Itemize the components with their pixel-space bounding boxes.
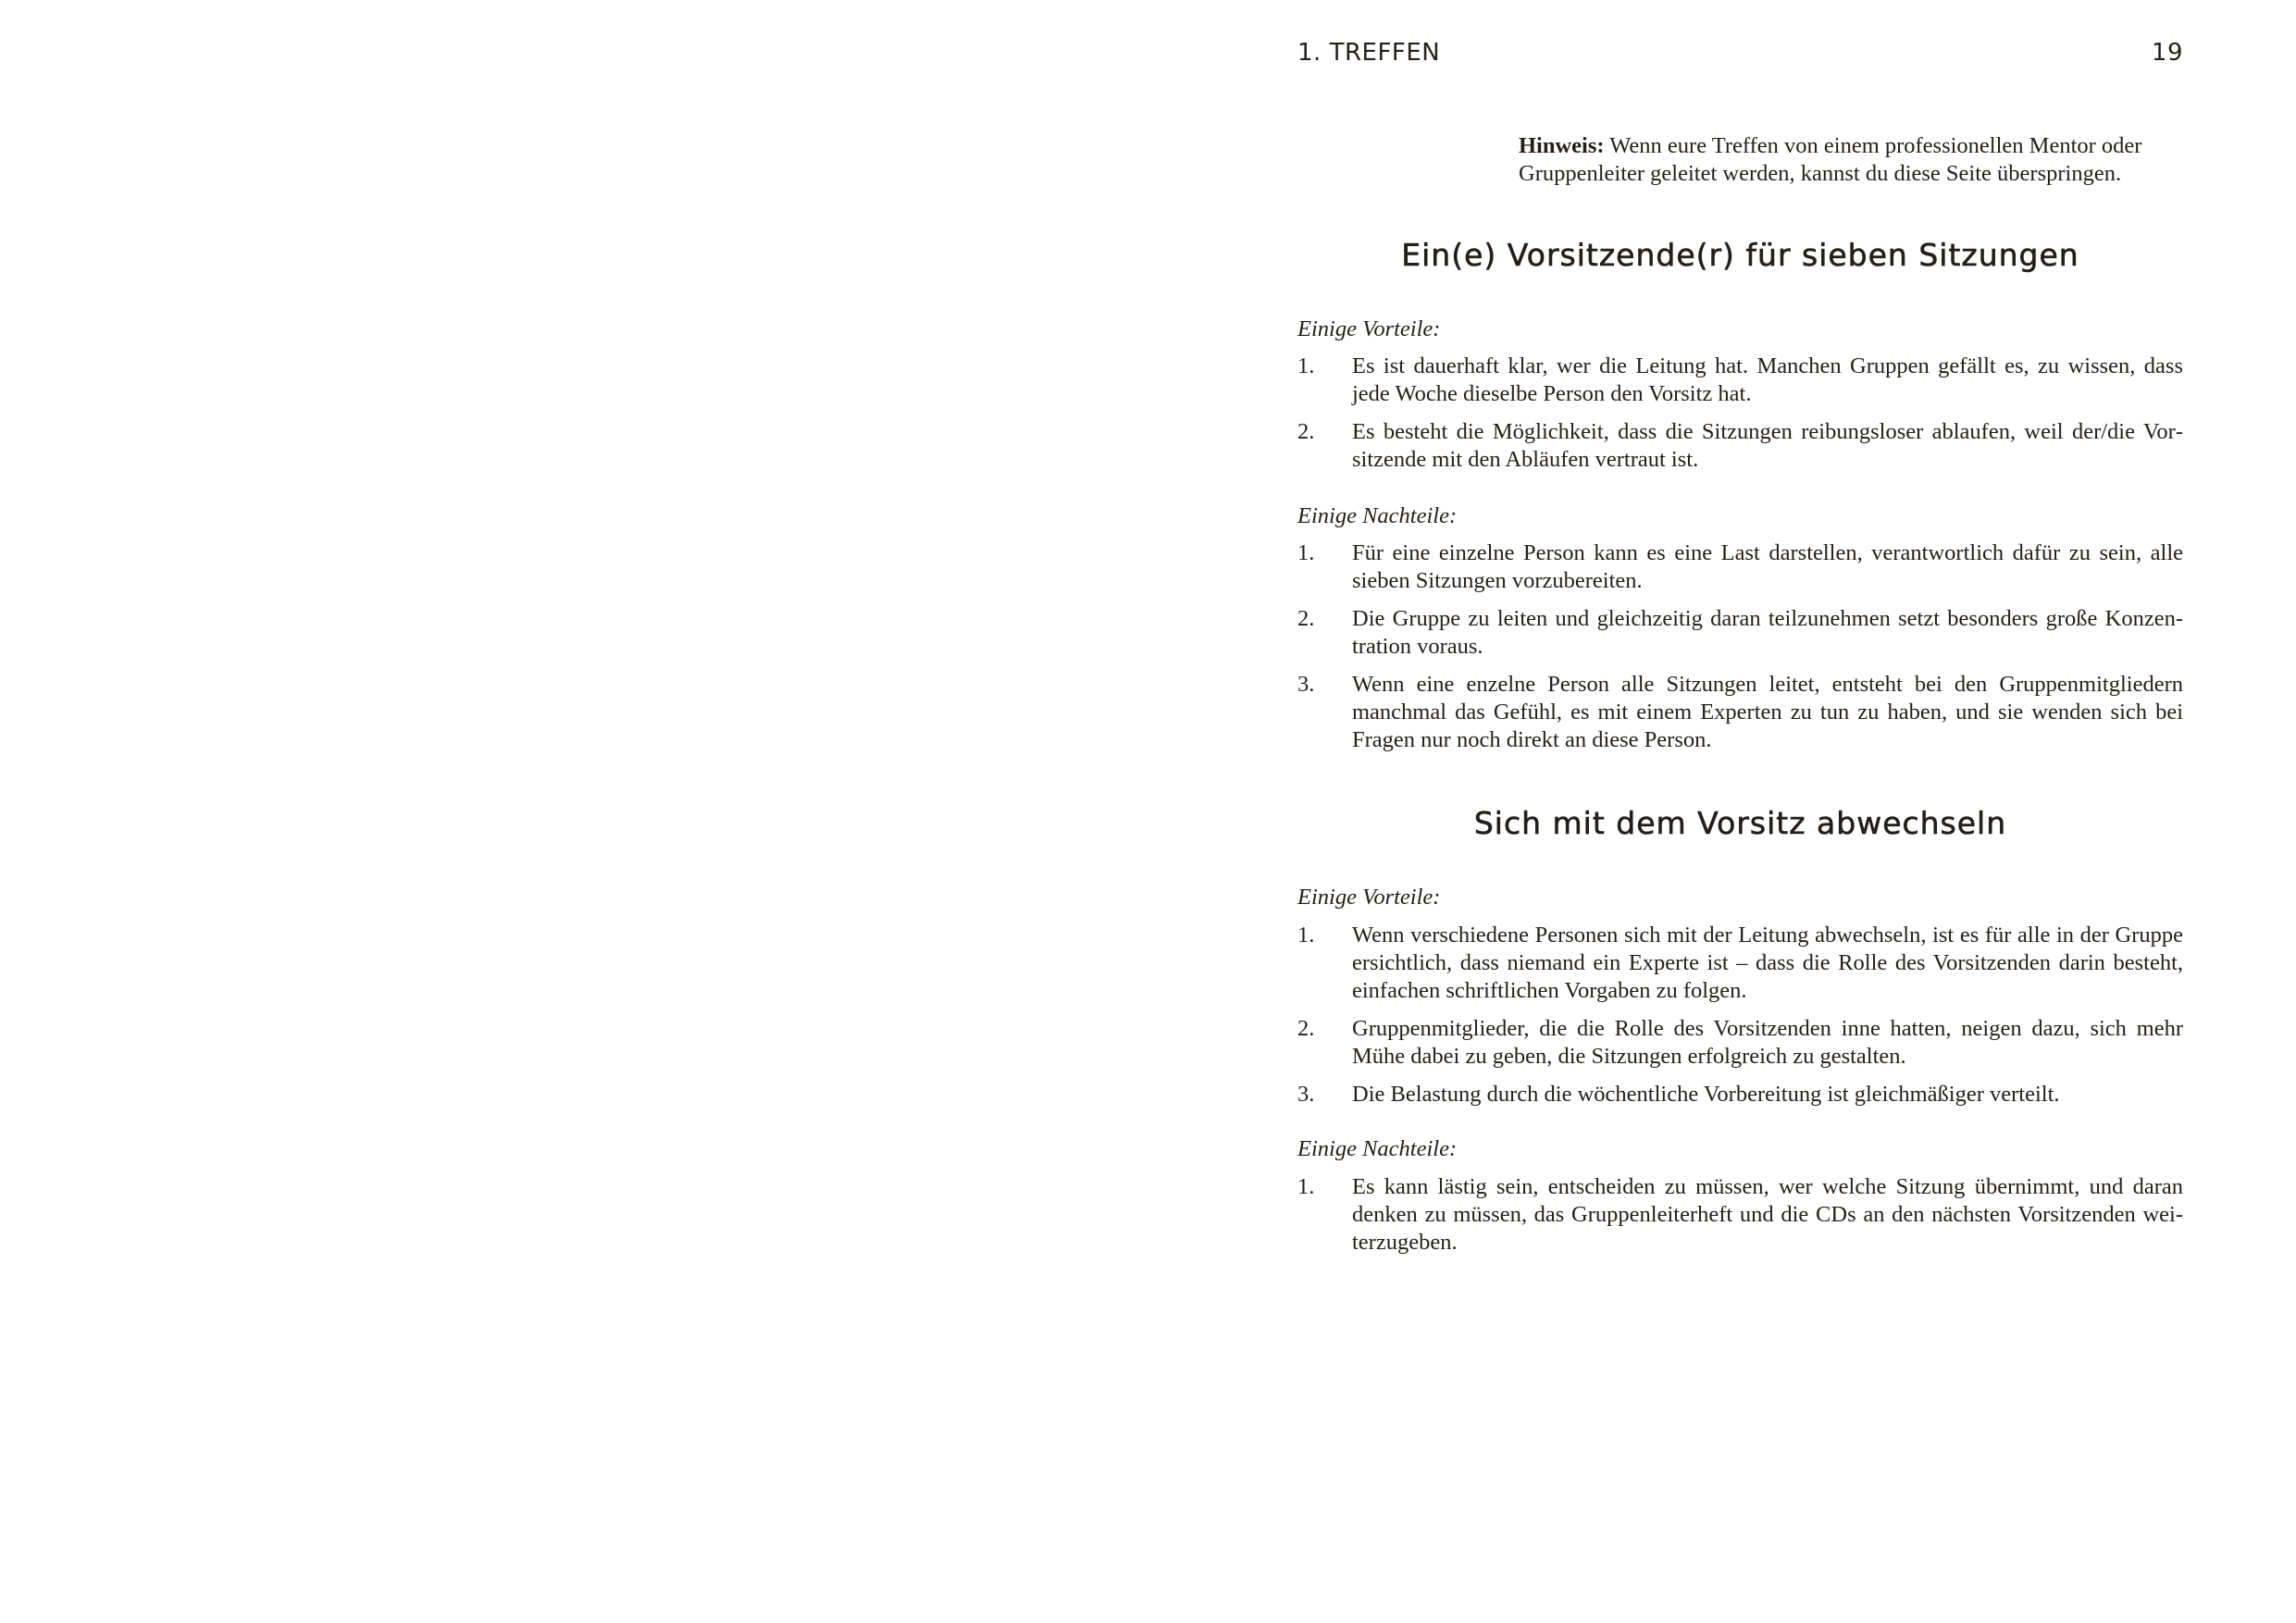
note-label: Hinweis: (1519, 133, 1605, 158)
list-item (1297, 671, 2183, 754)
list-number: 1. (1297, 923, 1315, 948)
list-item (1297, 605, 2183, 661)
list-text: Wenn eine enzelne Person alle Sitzungen leitet, entsteht bei den Gruppenmitgliedern manchmal das Gefühl, es mit einem Experten zu tun zu haben, und sie wenden sich bei Fragen nur noch direkt an diese Person. (1352, 672, 2183, 752)
section2-cons-label: Einige Nachteile: (1297, 1136, 1458, 1161)
list-number: 1. (1297, 1174, 1315, 1199)
list-item (1297, 1173, 2183, 1257)
note-text: Wenn eure Treffen von einem professionellen Mentor oder Gruppenleiter geleitet werden, kannst du diese Seite überspringen. (1519, 133, 2142, 186)
list-text: Die Gruppe zu leiten und gleichzeitig daran teilzunehmen setzt besonders große Konzentration voraus. (1352, 606, 2183, 659)
list-text: Wenn verschiedene Personen sich mit der Leitung abwechseln, ist es für alle in der Gruppe ersichtlich, dass niemand ein Experte ist – dass die Rolle des Vorsitzenden darin besteht, einfachen schriftlichen Vorgaben zu folgen. (1352, 923, 2183, 1003)
section1-pros-label: Einige Vorteile: (1297, 316, 1441, 341)
running-head (1297, 39, 2183, 72)
list-number: 2. (1297, 606, 1315, 631)
list-number: 3. (1297, 1082, 1315, 1107)
book-page (1297, 0, 2183, 1623)
list-item (1297, 922, 2183, 1005)
section-title-single-chair: Ein(e) Vorsitzende(r) für sieben Sitzungen (1401, 237, 2079, 273)
section1-pros-list (1297, 353, 2183, 484)
section2-cons-list (1297, 1173, 2183, 1267)
list-text: Es ist dauerhaft klar, wer die Leitung hat. Manchen Gruppen gefällt es, zu wissen, dass jede Woche dieselbe Person den Vorsitz hat. (1352, 353, 2183, 406)
section-title-rotating-chair: Sich mit dem Vorsitz abwechseln (1473, 805, 2007, 841)
section1-cons-label: Einige Nachteile: (1297, 503, 1458, 528)
chapter-title: 1. TREFFEN (1297, 39, 1441, 67)
list-number: 1. (1297, 353, 1315, 378)
list-number: 1. (1297, 540, 1315, 565)
section2-pros-label: Einige Vorteile: (1297, 885, 1441, 910)
note-paragraph (1519, 132, 2183, 188)
list-number: 2. (1297, 1016, 1315, 1041)
page-number: 19 (2151, 39, 2183, 67)
list-number: 2. (1297, 419, 1315, 444)
list-item (1297, 1081, 2183, 1109)
list-text: Gruppenmitglieder, die die Rolle des Vorsitzenden inne hatten, neigen dazu, sich mehr Mühe dabei zu geben, die Sitzungen erfolgreich zu gestalten. (1352, 1016, 2183, 1069)
list-item (1297, 1015, 2183, 1071)
section1-cons-list (1297, 539, 2183, 764)
list-item (1297, 353, 2183, 408)
list-text: Es kann lästig sein, entscheiden zu müssen, wer welche Sitzung übernimmt, und daran denken zu müssen, das Gruppenleiterheft und die CDs an den nächsten Vorsitzenden weiterzugeben. (1352, 1174, 2183, 1255)
list-text: Für eine einzelne Person kann es eine Last darstellen, verantwortlich dafür zu sein, alle sieben Sitzungen vorzubereiten. (1352, 540, 2183, 593)
list-number: 3. (1297, 672, 1315, 697)
section2-pros-list (1297, 922, 2183, 1119)
list-item (1297, 418, 2183, 474)
list-text: Es besteht die Möglichkeit, dass die Sitzungen reibungsloser ablaufen, weil der/die Vorsitzende mit den Abläufen vertraut ist. (1352, 419, 2183, 472)
list-item (1297, 539, 2183, 595)
list-text: Die Belastung durch die wöchentliche Vorbereitung ist gleichmäßiger verteilt. (1352, 1082, 2060, 1107)
